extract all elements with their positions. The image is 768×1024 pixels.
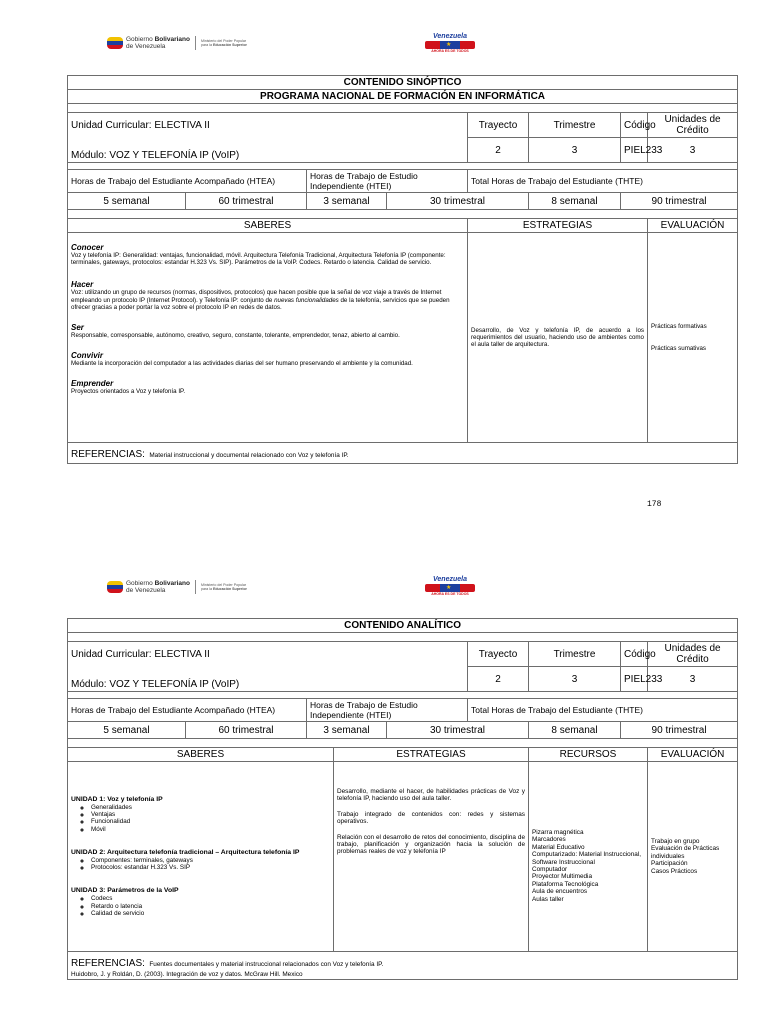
htei-trimestral: 30 trimestral — [387, 722, 529, 739]
htea-semanal: 5 semanal — [68, 722, 186, 739]
programa-title: PROGRAMA NACIONAL DE FORMACIÓN EN INFORMÁTICA — [68, 90, 738, 104]
logo-divider — [195, 580, 196, 594]
recurso-item: Material Educativo — [532, 843, 585, 851]
thte-label: Total Horas de Trabajo del Estudiante (THTE) — [468, 170, 738, 193]
vzla-sub: AHORA ES DE TODOS — [431, 592, 469, 596]
htea-label: Horas de Trabajo del Estudiante Acompañado (HTEA) — [68, 699, 307, 722]
val-creditos: 3 — [648, 667, 738, 692]
unit3-list — [71, 895, 330, 917]
col-trimestre: Trimestre — [529, 113, 621, 138]
ref-label: REFERENCIAS: — [71, 958, 145, 969]
htea-trimestral: 60 trimestral — [186, 193, 307, 210]
ministry-line2-bold: Educación Superior — [212, 43, 247, 47]
col-evaluacion: EVALUACIÓN — [648, 219, 738, 233]
vzla-title: Venezuela — [433, 576, 467, 583]
val-trimestre: 3 — [529, 138, 621, 163]
vzla-sub: AHORA ES DE TODOS — [431, 49, 469, 53]
gob-line1: Gobierno — [126, 36, 153, 43]
estrategias-p3: Relación con el desarrollo de retos del conocimiento, disciplina de trabajo, planificación y organización hacia la solución de problemas reales de voz y telefonía IP — [337, 833, 525, 856]
hacer-text: Voz: utilizando un grupo de recursos (normas, dispositivos, protocolos) que hacen posible que la señal de voz viaje a través de Internet empleando un protocolo IP (Internet Protocol). y Telefonía IP: conjunto de nuevas funcionalidades de la telefonía, servicios que se pueden ofrecer gracias a poder portar la voz sobre el protocolo IP en redes de datos. — [71, 289, 450, 311]
thte-trimestral: 90 trimestral — [621, 193, 738, 210]
modulo: Módulo: VOZ Y TELEFONÍA IP (VoIP) — [68, 138, 468, 163]
gob-line2: de Venezuela — [126, 587, 166, 594]
col-recursos: RECURSOS — [529, 748, 648, 762]
htei-label: Horas de Trabajo de Estudio Independiente (HTEI) — [307, 699, 468, 722]
col-evaluacion: EVALUACIÓN — [648, 748, 738, 762]
saberes-cell — [68, 233, 468, 443]
analitico-title: CONTENIDO ANALÍTICO — [68, 619, 738, 633]
gob-line2: de Venezuela — [126, 43, 166, 50]
htei-semanal: 3 semanal — [307, 193, 387, 210]
recursos-cell — [529, 762, 648, 952]
eval-item: Prácticas sumativas — [651, 344, 707, 352]
sinoptico-title: CONTENIDO SINÓPTICO — [68, 76, 738, 90]
recurso-item: Aula de encuentros — [532, 888, 588, 896]
flag-bubble-icon — [107, 37, 123, 49]
analitico-table — [67, 618, 738, 980]
ministry-line2: para la — [200, 587, 212, 591]
list-item: ◦ Móvil — [91, 826, 330, 833]
recurso-item: Computarizado: Material Instruccional, Software Instruccional — [532, 851, 642, 866]
thte-semanal: 8 semanal — [529, 722, 621, 739]
col-creditos: Unidades de Crédito — [648, 113, 738, 138]
col-trayecto: Trayecto — [468, 113, 529, 138]
modulo: Módulo: VOZ Y TELEFONÍA IP (VoIP) — [68, 667, 468, 692]
estrategias-p1: Desarrollo, mediante el hacer, de habilidades prácticas de Voz y telefonía IP, haciendo uso del aula taller. — [337, 788, 525, 803]
list-item: ◦ Retardo o latencia — [91, 903, 330, 910]
ref-line2: Huidobro, J. y Roldán, D. (2003). Integración de voz y datos. McGraw Hill. Mexico — [71, 971, 303, 978]
flag-bubble-icon — [107, 581, 123, 593]
saberes-cell — [68, 762, 334, 952]
emprender-text: Proyectos orientados a Voz y telefonía IP. — [71, 388, 186, 396]
star-icon: ★ — [446, 585, 452, 591]
page-number: 178 — [647, 500, 662, 509]
hacer-title: Hacer — [71, 280, 94, 290]
recurso-item: Plataforma Tecnológica — [532, 880, 599, 888]
unit2-title: UNIDAD 2: Arquitectura telefonía tradicional – Arquitectura telefonía IP — [71, 848, 300, 856]
eval-item: Participación — [651, 860, 688, 868]
ministry-line2-bold: Educación Superior — [212, 587, 247, 591]
estrategias-text: Desarrollo, de Voz y telefonía IP, de acuerdo a los requerimientos del usuario, haciendo uso de ambientes como el aula taller de arquitectura. — [468, 233, 648, 443]
col-trimestre: Trimestre — [529, 642, 621, 667]
referencias-row — [68, 952, 738, 980]
logo-divider — [195, 36, 196, 50]
thte-trimestral: 90 trimestral — [621, 722, 738, 739]
col-saberes: SABERES — [68, 748, 334, 762]
ref-text: Material instruccional y documental relacionado con Voz y telefonía IP. — [149, 452, 349, 459]
evaluacion-cell — [648, 762, 738, 952]
ministry-line2: para la — [200, 43, 212, 47]
star-icon: ★ — [446, 42, 452, 48]
col-saberes: SABERES — [68, 219, 468, 233]
gobierno-logo — [107, 36, 247, 50]
unit1-title: UNIDAD 1: Voz y telefonía IP — [71, 796, 163, 804]
eval-item: Prácticas formativas — [651, 323, 707, 331]
evaluacion-cell — [648, 233, 738, 443]
recurso-item: Marcadores — [532, 836, 566, 844]
gob-line1: Gobierno — [126, 580, 153, 587]
list-item: ◦ Protocolos: estandar H.323 Vs. SIP — [91, 864, 330, 871]
thte-semanal: 8 semanal — [529, 193, 621, 210]
unit1-list — [71, 804, 330, 833]
eval-item: Evaluación de Prácticas individuales — [651, 845, 720, 860]
list-item: ◦ Ventajas — [91, 811, 330, 818]
val-trimestre: 3 — [529, 667, 621, 692]
list-item: ◦ Codecs — [91, 895, 330, 902]
recurso-item: Pizarra magnética — [532, 828, 584, 836]
col-estrategias: ESTRATEGIAS — [468, 219, 648, 233]
conocer-title: Conocer — [71, 243, 104, 252]
eval-item: Trabajo en grupo — [651, 837, 700, 845]
estrategias-p2: Trabajo integrado de contenidos con: redes y sistemas operativos. — [337, 810, 525, 826]
col-codigo: Código — [621, 642, 648, 667]
htea-trimestral: 60 trimestral — [186, 722, 307, 739]
gob-line1-bold: Bolivariano — [154, 36, 190, 43]
col-creditos: Unidades de Crédito — [648, 642, 738, 667]
recurso-item: Proyector Multimedia — [532, 873, 593, 881]
ref-text: Fuentes documentales y material instruccional relacionados con Voz y telefonía IP. — [149, 961, 384, 968]
gobierno-logo — [107, 580, 247, 594]
unidad-curricular: Unidad Curricular: ELECTIVA II — [68, 113, 468, 138]
recurso-item: Aulas taller — [532, 895, 564, 903]
htea-label: Horas de Trabajo del Estudiante Acompañado (HTEA) — [68, 170, 307, 193]
ser-text: Responsable, corresponsable, autónomo, creativo, seguro, constante, tolerante, emprendedor, tenaz, abierto al cambio. — [71, 332, 400, 340]
list-item: ◦ Generalidades — [91, 804, 330, 811]
htei-semanal: 3 semanal — [307, 722, 387, 739]
col-codigo: Código — [621, 113, 648, 138]
col-estrategias: ESTRATEGIAS — [334, 748, 529, 762]
gob-line1-bold: Bolivariano — [154, 580, 190, 587]
eval-item: Casos Prácticos — [651, 867, 698, 875]
val-trayecto: 2 — [468, 667, 529, 692]
recurso-item: Computador — [532, 866, 568, 873]
unit3-title: UNIDAD 3: Parámetros de la VoIP — [71, 887, 179, 895]
vzla-title: Venezuela — [433, 33, 467, 40]
col-trayecto: Trayecto — [468, 642, 529, 667]
convivir-title: Convivir — [71, 351, 104, 361]
unidad-curricular: Unidad Curricular: ELECTIVA II — [68, 642, 468, 667]
ministry-line1: Ministerio del Poder Popular — [200, 38, 247, 43]
htei-label: Horas de Trabajo de Estudio Independiente (HTEI) — [307, 170, 468, 193]
val-codigo: PIEL233 — [621, 667, 648, 692]
val-creditos: 3 — [648, 138, 738, 163]
list-item: ◦ Componentes: terminales, gateways — [91, 857, 330, 864]
unit2-list — [71, 857, 330, 871]
list-item: ◦ Funcionalidad — [91, 818, 330, 825]
ministry-line1: Ministerio del Poder Popular — [200, 582, 247, 587]
conocer-text: Voz y telefonía IP: Generalidad: ventajas, funcionalidad, móvil. Arquitectura Telefonía Tradicional, Arquitectura Telefonía IP (componente: terminales, gateways, protocolos: estandar H.323 Vs. SIP). Parámetros de la VoIP. Codecs. Retardo o latencia. Calidad de servicio. — [71, 252, 446, 267]
emprender-title: Emprender — [71, 379, 114, 389]
estrategias-cell — [334, 762, 529, 952]
venezuela-logo — [425, 33, 475, 55]
sinoptico-table — [67, 75, 738, 464]
val-codigo: PIEL233 — [621, 138, 648, 163]
referencias-row — [68, 443, 738, 464]
ref-label: REFERENCIAS: — [71, 449, 145, 460]
convivir-text: Mediante la incorporación del computador a las actividades diarias del ser humano preservando el ambiente y la comunidad. — [71, 360, 413, 368]
venezuela-logo — [425, 576, 475, 598]
ser-title: Ser — [71, 323, 84, 333]
val-trayecto: 2 — [468, 138, 529, 163]
htei-trimestral: 30 trimestral — [387, 193, 529, 210]
list-item: ◦ Calidad de servicio — [91, 910, 330, 917]
thte-label: Total Horas de Trabajo del Estudiante (THTE) — [468, 699, 738, 722]
htea-semanal: 5 semanal — [68, 193, 186, 210]
